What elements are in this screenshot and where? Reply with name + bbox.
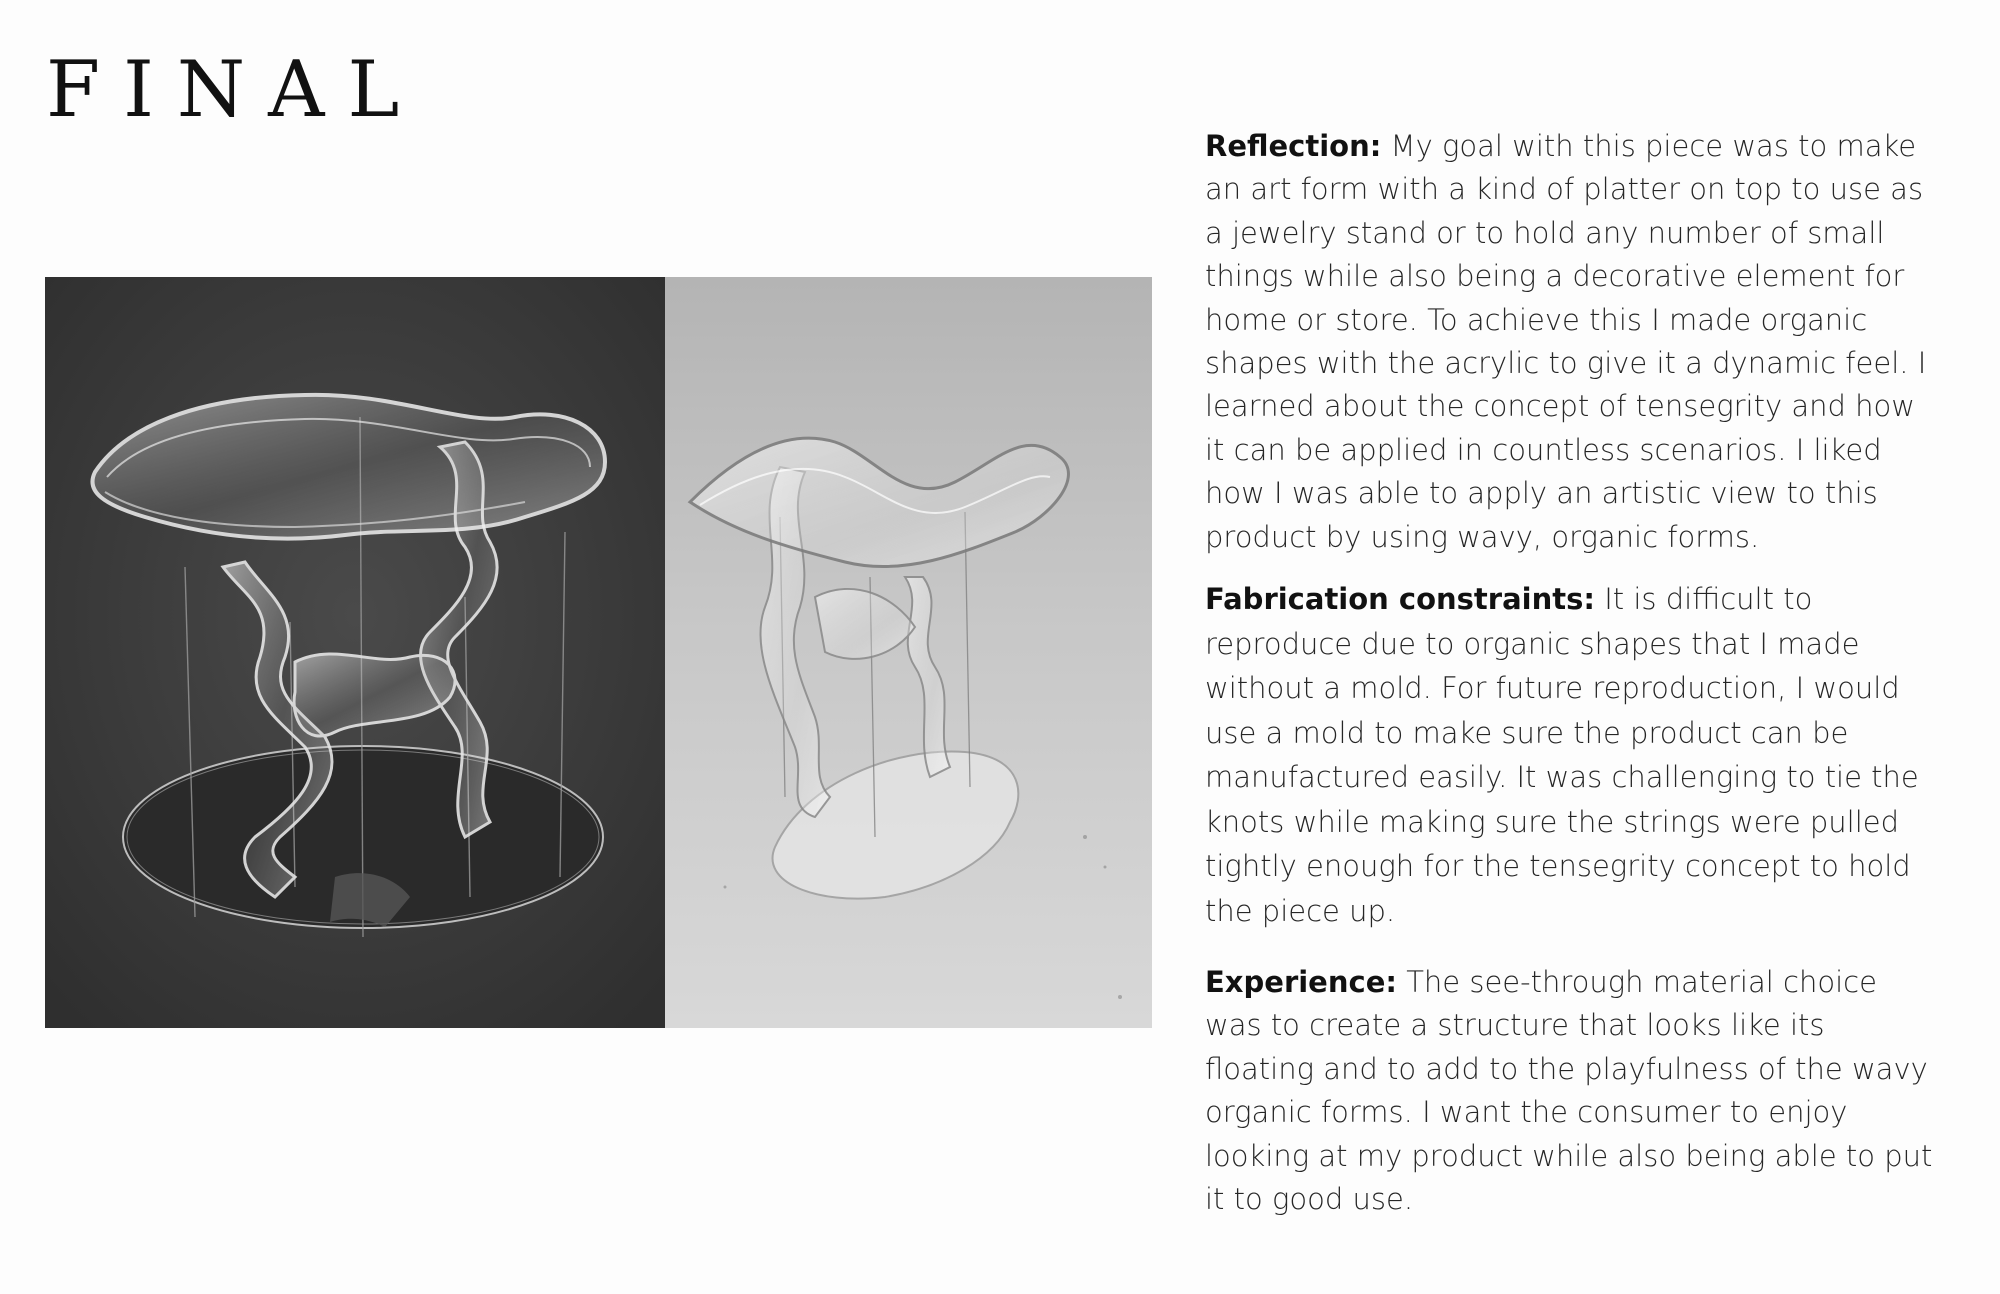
reflection-label: Reflection: <box>1205 129 1382 163</box>
experience-paragraph <box>1205 961 1940 1221</box>
fabrication-body: It is difficult to reproduce due to organic shapes that I made without a mold. For future reproduction, I would use a mold to make sure the product can be manufactured easily. It was challenging to tie the knots while making sure the strings were pulled tightly enough for the tensegrity concept to hold the piece up. <box>1205 582 1919 928</box>
product-images <box>45 277 1152 1028</box>
rendered-acrylic-stand-image <box>45 277 665 1028</box>
reflection-paragraph <box>1205 125 1940 559</box>
reflection-body: My goal with this piece was to make an art form with a kind of platter on top to use as a jewelry stand or to hold any number of small things while also being a decorative element for home or store. To achieve this I made organic shapes with the acrylic to give it a dynamic feel. I learned about the concept of tensegrity and how it can be applied in countless scenarios. I liked how I was able to apply an artistic view to this product by using wavy, organic forms. <box>1205 129 1927 554</box>
experience-label: Experience: <box>1205 965 1397 999</box>
fabrication-paragraph <box>1205 577 1940 933</box>
experience-body: The see-through material choice was to create a structure that looks like its floating and to add to the playfulness of the wavy organic forms. I want the consumer to enjoy looking at my product while also being able to put it to good use. <box>1205 965 1933 1217</box>
page-title: FINAL <box>46 45 423 135</box>
fabrication-label: Fabrication constraints: <box>1205 582 1595 616</box>
photographed-acrylic-stand-image <box>665 277 1152 1028</box>
